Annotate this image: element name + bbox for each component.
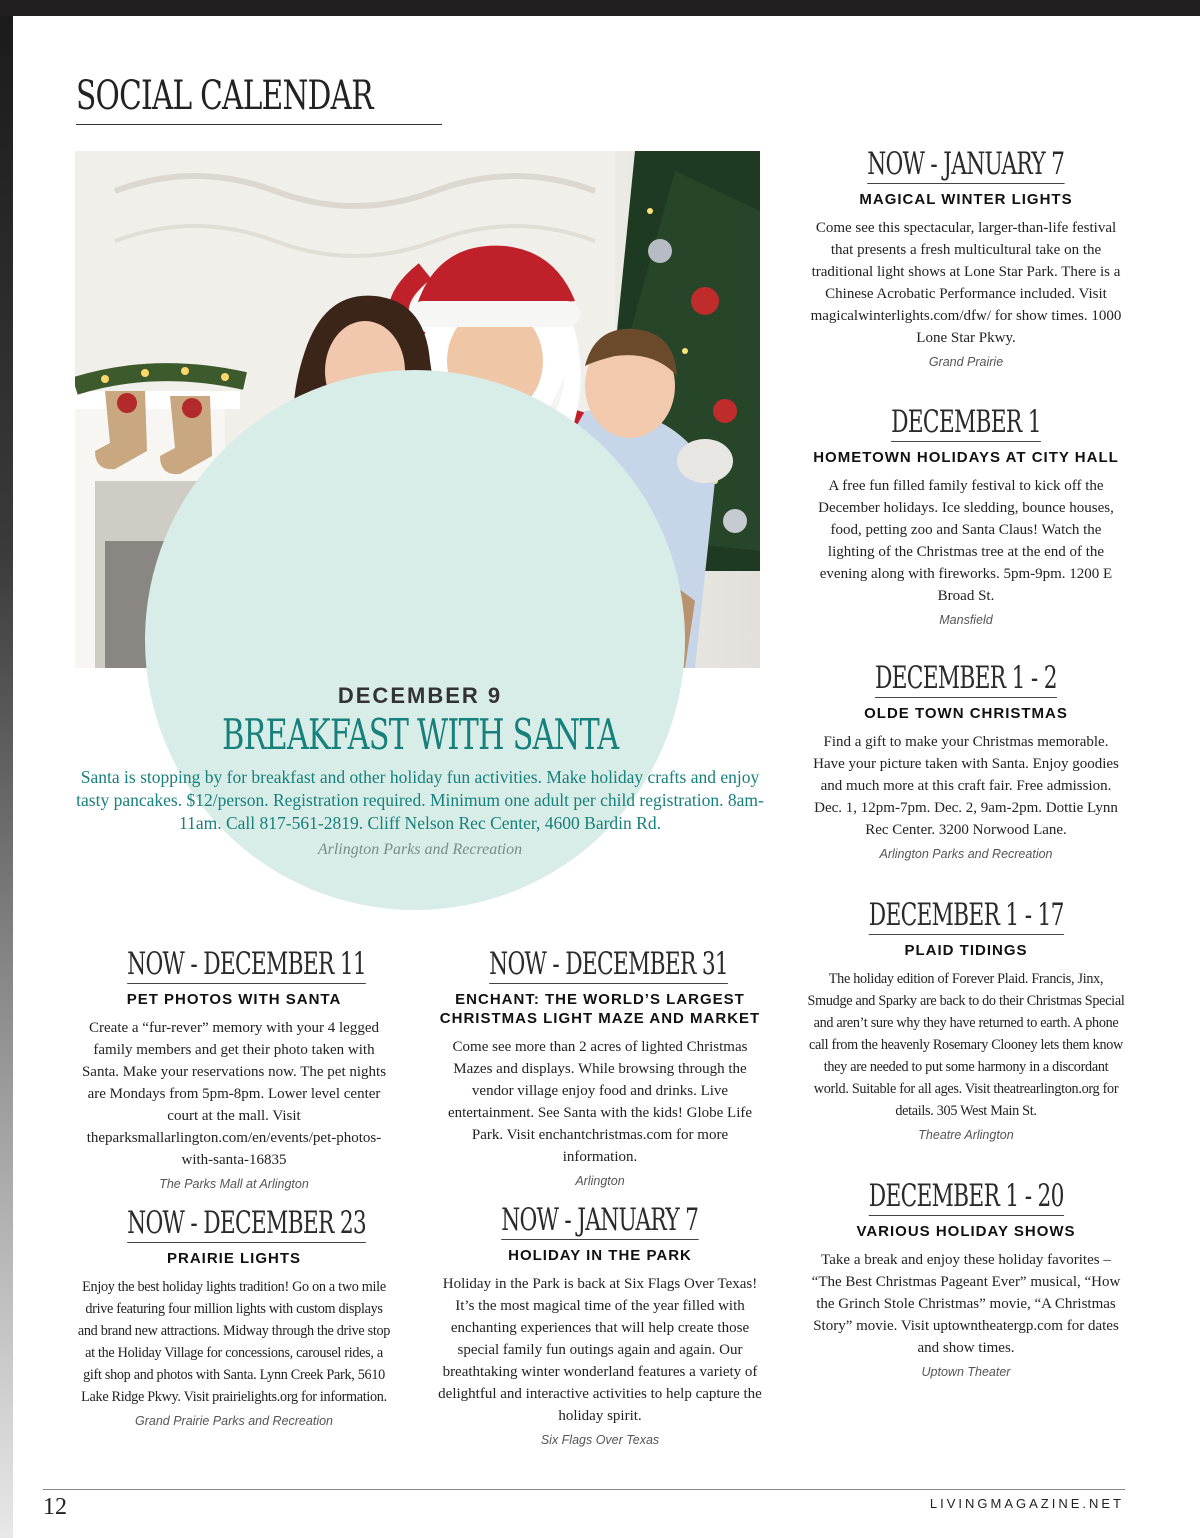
- feature-date: DECEMBER 9: [337, 683, 503, 708]
- event-holiday-in-the-park: [438, 1202, 762, 1449]
- event-title: HOMETOWN HOLIDAYS AT CITY HALL: [813, 449, 1119, 466]
- event-description: The holiday edition of Forever Plaid. Francis, Jinx, Smudge and Sparky are back to do their Christmas Special and aren’t sure why they have returned to earth. A phone call from the heavenly Rosemary Clooney lets them know they are needed to put some harmony in a discordant world. Suitable for all ages. Visit theatrearlington.org for details. 305 West Main St.: [807, 971, 1125, 1119]
- event-title: VARIOUS HOLIDAY SHOWS: [856, 1223, 1076, 1240]
- feature-title: BREAKFAST WITH SANTA: [221, 710, 619, 759]
- event-source: Mansfield: [939, 613, 993, 627]
- event-date: NOW - JANUARY 7: [867, 146, 1065, 182]
- masthead: [76, 72, 442, 125]
- section-title: SOCIAL CALENDAR: [76, 73, 373, 119]
- event-description: Create a “fur-rever” memory with your 4 legged family members and get their photo taken with Santa. Make your reservations now. The pet nights are Mondays from 5pm-8pm. Lower level center court at the mall. Visit theparksmallarlington.com/en/events/pet-photos-with-santa-16835: [81, 1020, 387, 1168]
- event-olde-town-christmas: [806, 660, 1126, 863]
- event-prairie-lights: [76, 1205, 392, 1430]
- event-source: Uptown Theater: [921, 1365, 1011, 1379]
- event-various-holiday-shows: [806, 1178, 1126, 1381]
- event-date: DECEMBER 1: [891, 404, 1041, 440]
- event-description: Enjoy the best holiday lights tradition! Go on a two mile drive featuring four million lights with custom displays and brand new attractions. Midway through the drive stop at the Holiday Village for concessions, carousel rides, a gift shop and photos with Santa. Lynn Creek Park, 5610 Lake Ridge Pkwy. Visit prairielights.org for information.: [77, 1279, 391, 1405]
- event-magical-winter-lights: [806, 146, 1126, 371]
- event-plaid-tidings: [806, 897, 1126, 1144]
- feature-event: [70, 682, 770, 859]
- event-source: The Parks Mall at Arlington: [159, 1177, 309, 1191]
- event-title: PRAIRIE LIGHTS: [166, 1250, 301, 1267]
- page-edge-gradient: [0, 16, 13, 1538]
- event-date: NOW - DECEMBER 31: [489, 946, 729, 982]
- event-description: Come see more than 2 acres of lighted Christmas Mazes and displays. While browsing through the vendor village enjoy food and drinks. Live entertainment. See Santa with the kids! Globe Life Park. Visit enchantchristmas.com for more information.: [447, 1039, 753, 1165]
- event-date: NOW - DECEMBER 11: [127, 946, 367, 982]
- event-title: PET PHOTOS WITH SANTA: [126, 991, 342, 1008]
- footer-divider: [43, 1489, 1125, 1490]
- event-description: A free fun filled family festival to kick off the December holidays. Ice sledding, bounce houses, food, petting zoo and Santa Claus! Watch the lighting of the Christmas tree at the end of the evening along with fireworks. 5pm-9pm. 1200 E Broad St.: [818, 478, 1114, 604]
- event-description: Find a gift to make your Christmas memorable. Have your picture taken with Santa. Enjoy goodies and much more at this craft fair. Free admission. Dec. 1, 12pm-7pm. Dec. 2, 9am-2pm. Dottie Lynn Rec Center. 3200 Norwood Lane.: [813, 734, 1119, 838]
- event-hometown-holidays: [806, 404, 1126, 629]
- feature-description: Santa is stopping by for breakfast and other holiday fun activities. Make holiday crafts and enjoy tasty pancakes. $12/person. Registration required. Minimum one adult per child registration. 8am-11am. Call 817-561-2819. Cliff Nelson Rec Center, 4600 Bardin Rd.: [76, 767, 764, 833]
- event-date: DECEMBER 1 - 17: [868, 897, 1064, 933]
- page-number: 12: [43, 1494, 67, 1520]
- event-date: DECEMBER 1 - 20: [868, 1178, 1064, 1214]
- event-description: Come see this spectacular, larger-than-life festival that presents a fresh multicultural take on the traditional light shows at Lone Star Park. There is a Chinese Acrobatic Performance included. Visit magicalwinterlights.com/dfw/ for show times. 1000 Lone Star Pkwy.: [810, 220, 1122, 346]
- feature-source: Arlington Parks and Recreation: [317, 841, 523, 858]
- event-source: Grand Prairie: [928, 355, 1004, 369]
- event-description: Holiday in the Park is back at Six Flags Over Texas! It’s the most magical time of the year filled with enchanting experiences that will help create those special family fun outings again and again. Our breathtaking winter wonderland features a variety of delightful and interactive activities to help capture the holiday spirit.: [438, 1276, 762, 1424]
- event-title: OLDE TOWN CHRISTMAS: [864, 705, 1068, 722]
- event-source: Six Flags Over Texas: [540, 1433, 660, 1447]
- event-title: PLAID TIDINGS: [904, 942, 1028, 959]
- event-source: Theatre Arlington: [918, 1128, 1014, 1142]
- event-date: DECEMBER 1 - 2: [875, 660, 1057, 696]
- event-enchant: [438, 946, 762, 1190]
- event-title: MAGICAL WINTER LIGHTS: [859, 191, 1073, 208]
- top-bar: [0, 0, 1200, 16]
- event-description: Take a break and enjoy these holiday favorites – “The Best Christmas Pageant Ever” musical, “How the Grinch Stole Christmas” movie, “A Christmas Story” movie. Visit uptowntheatergp.com for dates and show times.: [811, 1252, 1121, 1356]
- event-pet-photos: [76, 946, 392, 1193]
- event-title: ENCHANT: THE WORLD’S LARGEST CHRISTMAS LIGHT MAZE AND MARKET: [439, 991, 761, 1027]
- site-url: LIVINGMAGAZINE.NET: [929, 1496, 1124, 1511]
- event-source: Arlington Parks and Recreation: [879, 847, 1053, 861]
- event-title: HOLIDAY IN THE PARK: [508, 1247, 692, 1264]
- event-date: NOW - DECEMBER 23: [127, 1205, 367, 1241]
- event-date: NOW - JANUARY 7: [501, 1202, 699, 1238]
- event-source: Arlington: [575, 1174, 625, 1188]
- event-source: Grand Prairie Parks and Recreation: [134, 1414, 333, 1428]
